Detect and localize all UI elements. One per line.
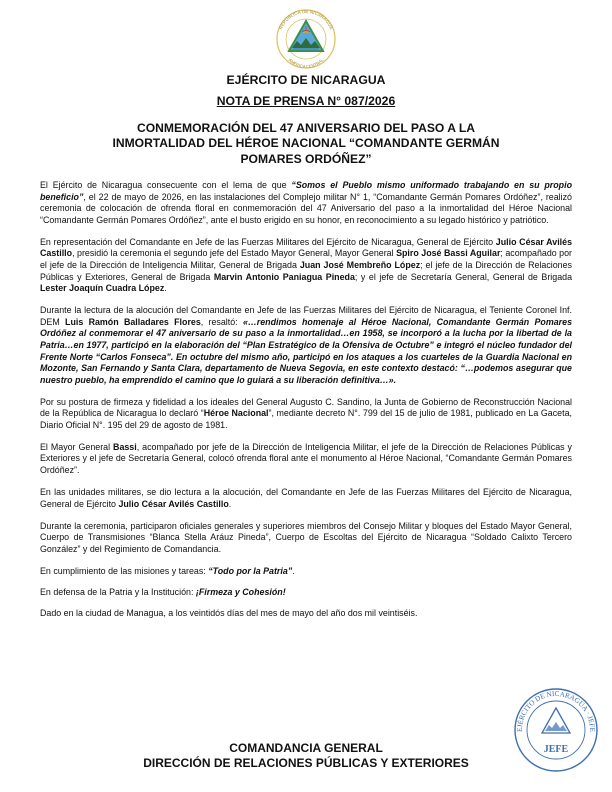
seal-ring-bottom-text: AMÉRICA CENTRAL <box>287 57 325 70</box>
paragraph-allocution <box>40 305 572 386</box>
text-run: Durante la lectura de la alocución del Comandante en Jefe de las Fuerzas Militares del Ejército de Nicaragua, el Teniente Coronel Inf. DEM <box>40 305 572 327</box>
paragraph-units <box>40 487 572 510</box>
press-release-number-text: NOTA DE PRENSA N° 087/2026 <box>216 94 396 108</box>
person-name: Lester Joaquín Cuadra López <box>40 283 165 294</box>
text-run: En cumplimiento de las misiones y tareas: <box>40 565 209 576</box>
paragraph-officials <box>40 237 572 295</box>
text-run: ; acompañado por el jefe de la Dirección de Inteligencia Militar, General de Brigada <box>40 248 573 270</box>
text-run: , presidió la ceremonia el segundo jefe del Estado Mayor General, Mayor General <box>72 248 397 259</box>
issuer-line: COMANDANCIA GENERAL <box>229 741 383 755</box>
person-name: Julio César Avilés Castillo <box>40 236 572 259</box>
organization-name: EJÉRCITO DE NICARAGUA <box>226 73 386 87</box>
honor-title: Héroe Nacional <box>203 408 269 419</box>
paragraph-date <box>40 608 572 620</box>
stamp-jefe-label: JEFE <box>543 744 569 755</box>
text-run: El Ejército de Nicaragua consecuente con el lema de que <box>40 180 292 190</box>
text-run: ; el jefe de la Dirección de Relaciones Públicas y Exteriores, General de Brigada <box>40 259 572 282</box>
person-name: Bassi <box>113 441 137 452</box>
motto-quote: “Somos el Pueblo mismo uniformado trabajando en su propio beneficio” <box>40 180 572 202</box>
paragraph-decree <box>40 397 572 432</box>
stamp-ring-text: EJÉRCITO DE NICARAGUA · JEFE <box>515 689 597 733</box>
text-run: , el 22 de mayo de 2026, en las instalaciones del Complejo militar N° 1, “Comandante Germán Pomares Ordóñez”, realizó ceremonia de colocación de ofrenda floral en conmemoración del 47 Aniversario del paso a la inmortalidad del Héroe Nacional “Comandante Germán Pomares Ordóñez”, ante el busto erigido en su honor, en reconocimiento a su legado histórico y patriótico. <box>40 191 572 225</box>
headline-line: CONMEMORACIÓN DEL 47 ANIVERSARIO DEL PASO A LA <box>137 121 475 135</box>
text-run: En las unidades militares, se dio lectura a la alocución, del Comandante en Jefe de las Fuerzas Militares del Ejército de Nicaragua, General de Ejército <box>40 487 572 509</box>
text-run: , acompañado por jefe de la Dirección de Inteligencia Militar, el jefe de la Dirección de Relaciones Públicas y Exteriores y el jefe de Secretaría General, colocó ofrenda floral ante el monumento al Héroe Nacional, “Comandante Germán Pomares Ordóñez”. <box>40 441 572 476</box>
press-release-number <box>0 94 612 109</box>
seal-ring-top-text: REPÚBLICA DE NICARAGUA <box>278 8 334 31</box>
text-run: En defensa de la Patria y la Institución: <box>40 586 196 597</box>
paragraph-participants <box>40 521 572 556</box>
text-run: . <box>228 498 232 509</box>
press-body <box>40 180 572 629</box>
text-run: . <box>292 565 295 576</box>
person-name: Luis Ramón Balladares Flores <box>65 316 201 327</box>
text-run: Por su postura de firmeza y fidelidad a los ideales del General Augusto C. Sandino, la Junta de Gobierno de Reconstrucción Nacional de la República de Nicaragua lo declaró “ <box>40 396 572 419</box>
press-headline <box>70 121 542 167</box>
slogan: ¡Firmeza y Cohesión! <box>195 586 286 597</box>
text-run: Durante la ceremonia, participaron oficiales generales y superiores miembros del Consejo Militar y bloques del Estado Mayor General, Cuerpo de Transmisiones “Blanca Stella Aráuz Pineda”, Cuerpo de Escoltas del Ejército de Nicaragua “Soldado Calixto Tercero González” y del Regimiento de Comandancia. <box>40 520 572 554</box>
person-name: Julio César Avilés Castillo <box>118 498 229 509</box>
paragraph-mission <box>40 566 572 578</box>
paragraph-floral-offering <box>40 442 572 477</box>
text-run: El Mayor General <box>40 441 114 452</box>
text-run: Dado en la ciudad de Managua, a los veintidós días del mes de mayo del año dos mil veintiséis. <box>40 608 418 619</box>
text-run: ; y el jefe de Secretaría General, General de Brigada <box>354 271 572 282</box>
headline-line: POMARES ORDÓÑEZ” <box>240 151 372 166</box>
slogan: “Todo por la Patria” <box>208 565 293 576</box>
coat-of-arms-seal <box>266 8 346 70</box>
text-run: ”, mediante decreto N°. 799 del 15 de julio de 1981, publicado en La Gaceta, Diario Oficial N°. 195 del 29 de agosto de 1981. <box>40 408 572 430</box>
issuer-line: DIRECCIÓN DE RELACIONES PÚBLICAS Y EXTERIORES <box>143 756 469 770</box>
headline-line: INMORTALIDAD DEL HÉROE NACIONAL “COMANDANTE GERMÁN <box>112 136 500 151</box>
person-name: Marvin Antonio Paniagua Pineda <box>213 271 355 282</box>
person-name: Juan José Membreño López <box>299 259 421 270</box>
issuing-office <box>70 741 542 771</box>
person-name: Spiro José Bassi Aguilar <box>396 248 501 259</box>
text-run: . <box>164 283 167 294</box>
paragraph-intro <box>40 180 572 226</box>
allocution-quote: «…rendimos homenaje al Héroe Nacional, Comandante Germán Pomares Ordóñez al conmemorar el 47 aniversario de su paso a la inmortalidad…en 1958, se incorporó a la lucha por la libertad de la Patria…en 1977, participó en la elaboración del “Plan Estratégico de la Ofensiva de Octubre” e integró el núcleo fundador del Frente Norte “Carlos Fonseca”. En octubre del mismo año, participó en los ataques a los cuarteles de la Guardia Nacional en Mozonte, San Fernando y Santa Clara, departamento de Nueva Segovia, en este contexto destacó: “…podemos asegurar que nuestro pueblo, ha emprendido el camino que lo guiará a su liberación definitiva…». <box>40 316 573 385</box>
text-run: En representación del Comandante en Jefe de las Fuerzas Militares del Ejército de Nicaragua, General de Ejército <box>40 236 496 247</box>
text-run: , resaltó: <box>200 316 243 327</box>
paragraph-defense <box>40 587 572 599</box>
